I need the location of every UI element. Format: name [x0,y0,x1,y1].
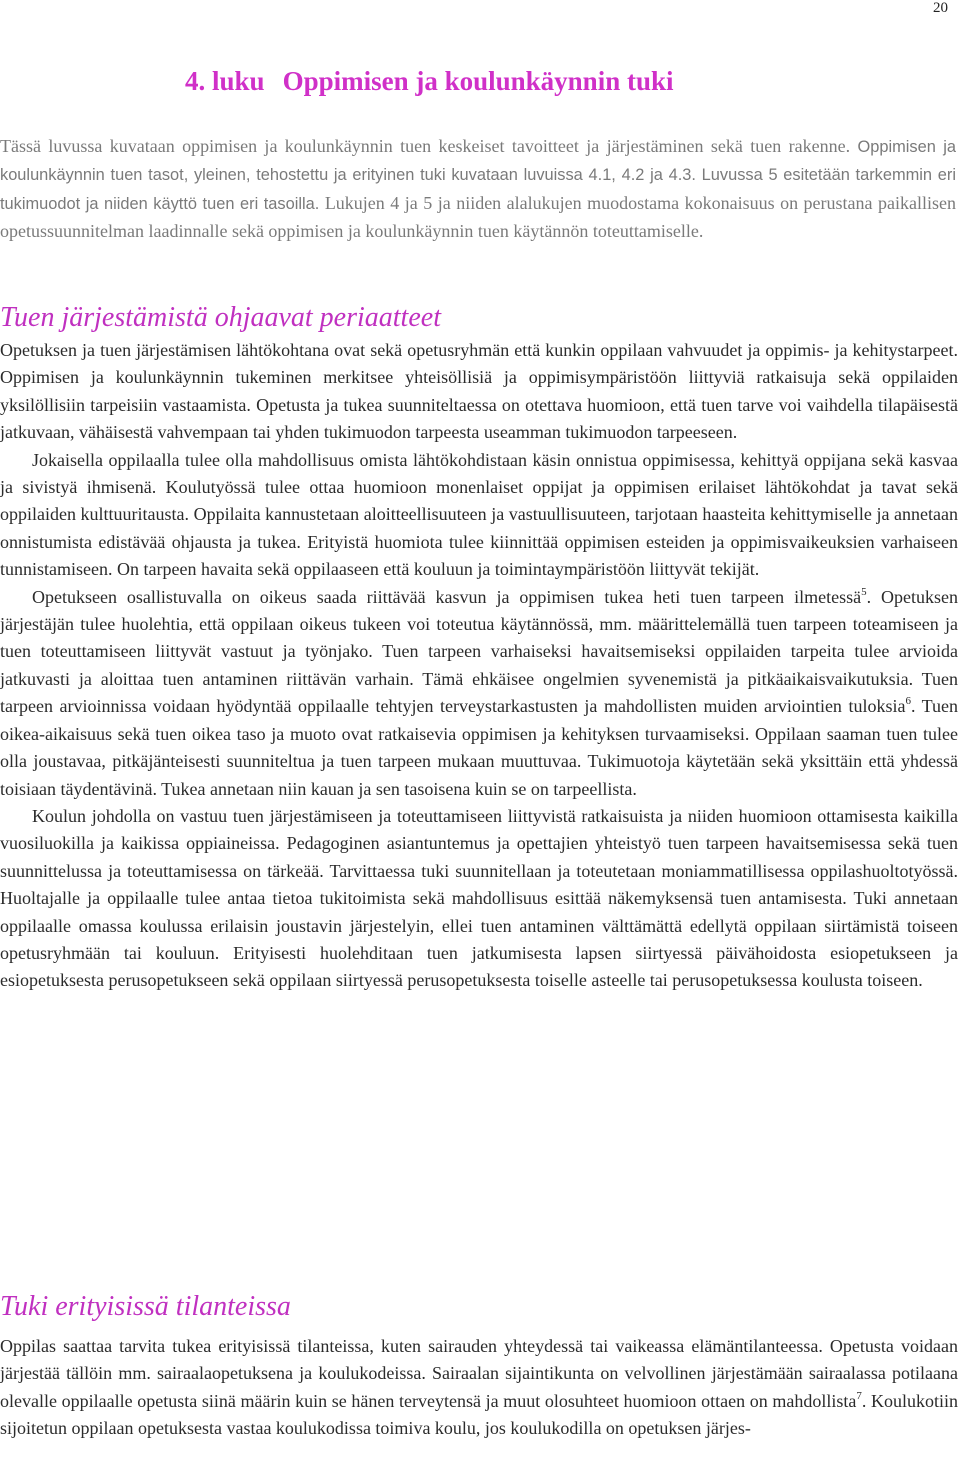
principles-paragraph-3-part-c: . Tuen oikea-aikaisuus sekä tuen oikea taso ja muoto ovat ratkaisevia oppimisen ja kehityksen turvaamiseksi. Oppilaan saaman tuen tulee olla joustavaa, pitkäjänteisesti suunniteltua ja tuen tarpeen mukaan muuttuvaa. Tukimuotoja käytetään sekä yksittäin että yhdessä toisiaan täydentävinä. Tukea annetaan niin kauan ja sen tasoisena kuin se on tarpeellista. [0,696,958,799]
special-paragraph-part-a: Oppilas saattaa tarvita tukea erityisissä tilanteissa, kuten sairauden yhteydessä tai vaikeassa elämäntilanteessa. Opetusta voidaan järjestää tällöin mm. sairaalaopetuksena ja koulukodeissa. Sairaalan sijaintikunta on velvollinen järjestämään sairaalassa potilaana olevalle oppilaalle opetusta siinä määrin kuin se hänen terveytensä ja muut olosuhteet huomioon ottaen on mahdollista [0,1336,958,1411]
principles-paragraph-3-part-a: Opetukseen osallistuvalla on oikeus saada riittävää kasvun ja oppimisen tukea heti tuen tarpeen ilmetessä [32,586,862,607]
intro-sentence-1: Tässä luvussa kuvataan oppimisen ja koulunkäynnin tuen keskeiset tavoitteet ja järjestäminen sekä tuen rakenne. [0,136,851,156]
principles-paragraph-4: Koulun johdolla on vastuu tuen järjestämiseen ja toteuttamiseen liittyvistä ratkaisuista ja niiden huomioon ottamisesta kaikilla vuosiluokilla ja kaikissa oppiaineissa. Pedagoginen asiantuntemus ja opettajien yhteistyö tuen tarpeen havaitsemisessa sekä tuen suunnittelussa ja toteuttamisessa on tärkeää. Tarvittaessa tuki suunnitellaan ja toteutetaan moniammatillisessa oppilashuoltotyössä. Huoltajalle ja oppilaalle tulee antaa tietoa tukitoimista sekä mahdollisuus esittää näkemyksensä tuen antamisesta. Tuki annetaan oppilaalle omassa koulussa erilaisin joustavin järjestelyin, ellei tuen antaminen välttämättä edellytä oppilaan siirtämistä toiseen opetusryhmään tai kouluun. Erityisesti huolehditaan tuen jatkumisesta lapsen siirtyessä päivähoidosta esiopetukseen ja esiopetuksesta perusopetukseen sekä oppilaan siirtyessä perusopetuksesta toiselle asteelle tai perusopetuksessa koulusta toiseen. [0,805,958,991]
chapter-title [185,66,674,97]
section-principles-body [0,337,958,995]
chapter-title-text: Oppimisen ja koulunkäynnin tuki [282,66,674,96]
footnote-marker-6: 6 [905,695,911,708]
section-special-situations-body [0,1333,958,1443]
special-paragraph-part-b: . Koulukotiin sijoitetun oppilaan opetuksesta vastaa koulukodissa toimiva koulu, jos koulukodilla on opetuksen järjes- [0,1390,958,1439]
section-heading-principles: Tuen järjestämistä ohjaavat periaatteet [0,302,441,333]
footnote-marker-5: 5 [861,585,867,598]
principles-paragraph-3-part-b: . Opetuksen järjestäjän tulee huolehtia, että oppilaan oikeus tukeen voi toteutua käytännössä, mm. määrittelemällä tuen tarpeen toteamiseen ja tuen toteuttamiseen liittyvät vastuut ja työnjako. Tuen tarpeen varhaiseksi havaitsemiseksi oppilaiden tarpeita tulee arvioida jatkuvasti ja aloittaa tuen antaminen riittävän varhain. Tämä ehkäisee ongelmien syvenemistä ja pitkäaikaisvaikutuksia. Tuen tarpeen arvioinnissa voidaan hyödyntää oppilaalle tehtyjen terveystarkastusten ja mahdollisten muiden arviointien tuloksia [0,586,959,717]
footnote-marker-7: 7 [856,1389,862,1402]
section-heading-special-situations: Tuki erityisissä tilanteissa [0,1291,291,1322]
principles-paragraph-3 [0,584,958,803]
intro-sentence-2: Oppimisen ja koulunkäynnin tuen tasot, yleinen, tehostettu ja erityinen tuki kuvataan luvuissa 4.1, 4.2 ja 4.3. Luvussa 5 esitetään tarkemmin eri tukimuodot ja niiden käyttö tuen eri tasoilla. [0,138,957,213]
intro-paragraph [0,133,956,245]
intro-sentence-3: Lukujen 4 ja 5 ja niiden alalukujen muodostama kokonaisuus on perustana paikallisen opetussuunnitelman laadinnalle sekä oppimisen ja koulunkäynnin tuen käytännön toteuttamiselle. [0,192,956,241]
principles-paragraph-1: Opetuksen ja tuen järjestämisen lähtökohtana ovat sekä opetusryhmän että kunkin oppilaan vahvuudet ja oppimis- ja kehitystarpeet. Oppimisen ja koulunkäynnin tukeminen merkitsee yhteisöllisiä ja oppimisympäristöön liittyviä ratkaisuja sekä oppilaiden yksilöllisiin tarpeisiin vastaamista. Opetusta ja tukea suunniteltaessa on otettava huomioon, että tuen tarve voi vaihdella tilapäisestä jatkuvaan, vähäisestä vahvempaan tai yhden tukimuodon tarpeesta useamman tukimuodon tarpeeseen. [0,340,958,443]
page-number: 20 [933,0,948,16]
special-situations-paragraph-1 [0,1333,958,1443]
principles-paragraph-2: Jokaisella oppilaalla tulee olla mahdollisuus omista lähtökohdistaan käsin onnistua oppimisessa, kehittyä oppijana sekä kasvaa ja sivistyä ihmisenä. Koulutyössä tulee ottaa huomioon monenlaiset oppijat ja oppimisen erilaiset lähtökohdat ja tavat sekä oppilaiden kulttuuritausta. Oppilaita kannustetaan aloitteellisuuteen ja vastuullisuuteen, tarjotaan haasteita kehittymiselle ja annetaan onnistumista edistävää ohjausta ja tukea. Erityistä huomiota tulee kiinnittää oppimisen esteiden ja oppimisvaikeuksien varhaiseen tunnistamiseen. On tarpeen havaita sekä oppilaaseen että kouluun ja toimintaympäristöön liittyvät tekijät. [0,449,958,580]
chapter-number: 4. luku [185,66,265,96]
